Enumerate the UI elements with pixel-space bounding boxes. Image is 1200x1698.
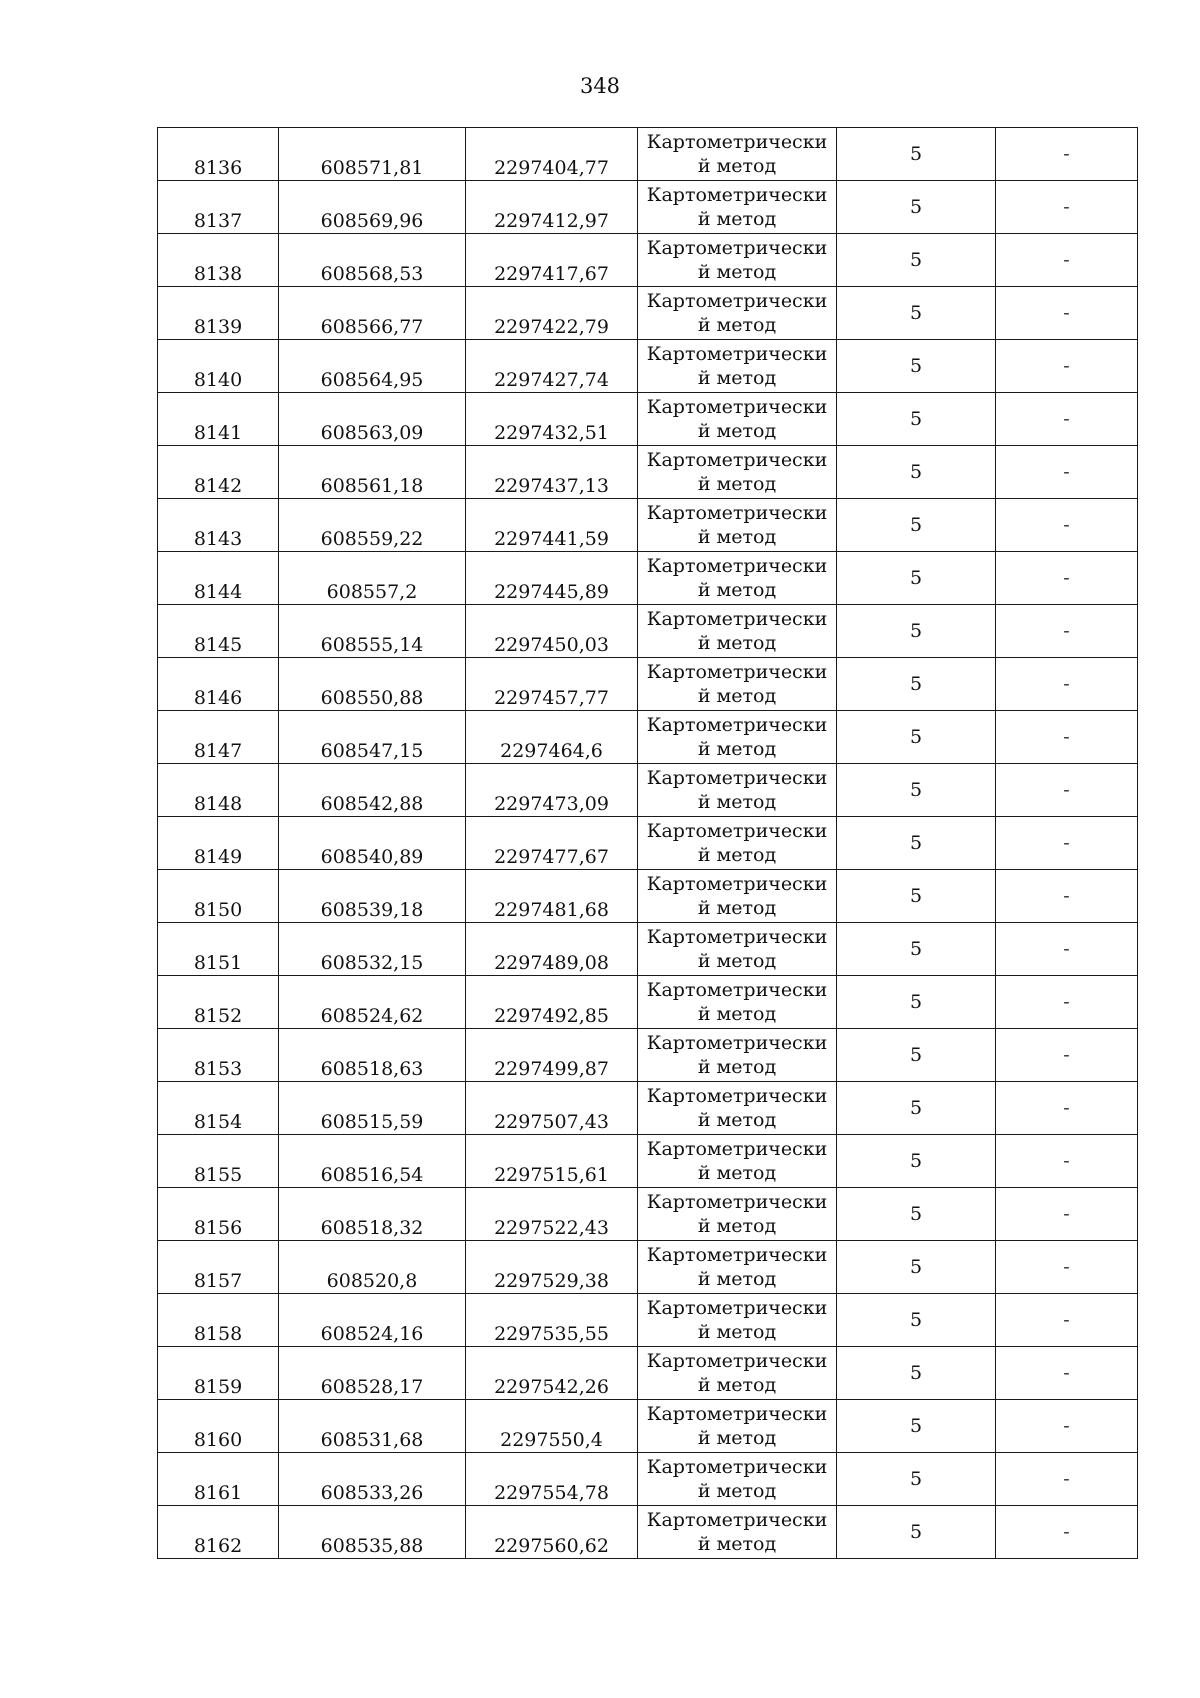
method-text-line: й метод: [697, 261, 777, 283]
y-coordinate-cell: 2297554,78: [466, 1453, 638, 1506]
point-number-cell: 8154: [158, 1082, 279, 1135]
x-coordinate-cell: 608518,32: [279, 1188, 466, 1241]
point-number-cell: 8162: [158, 1506, 279, 1559]
table-row: [158, 1294, 1138, 1347]
table-row: [158, 1082, 1138, 1135]
y-coordinate-cell: 2297450,03: [466, 605, 638, 658]
y-coordinate-cell: 2297535,55: [466, 1294, 638, 1347]
method-text-line: Картометрически: [646, 1191, 828, 1213]
note-cell: -: [996, 817, 1138, 870]
x-coordinate-cell: 608555,14: [279, 605, 466, 658]
method-cell: [638, 1294, 837, 1347]
y-coordinate-cell: 2297550,4: [466, 1400, 638, 1453]
method-cell: [638, 658, 837, 711]
y-coordinate-cell: 2297412,97: [466, 181, 638, 234]
method-cell: [638, 605, 837, 658]
page-number: 348: [579, 74, 621, 98]
note-cell: -: [996, 1453, 1138, 1506]
method-text-line: й метод: [697, 208, 777, 230]
note-cell: -: [996, 976, 1138, 1029]
point-number-cell: 8149: [158, 817, 279, 870]
note-cell: -: [996, 1029, 1138, 1082]
note-cell: -: [996, 870, 1138, 923]
method-text-line: Картометрически: [646, 926, 828, 948]
note-cell: -: [996, 393, 1138, 446]
method-cell: [638, 181, 837, 234]
note-cell: -: [996, 1400, 1138, 1453]
y-coordinate-cell: 2297437,13: [466, 446, 638, 499]
point-number-cell: 8148: [158, 764, 279, 817]
y-coordinate-cell: 2297417,67: [466, 234, 638, 287]
table-row: [158, 658, 1138, 711]
method-cell: [638, 1400, 837, 1453]
point-number-cell: 8137: [158, 181, 279, 234]
x-coordinate-cell: 608568,53: [279, 234, 466, 287]
note-cell: -: [996, 1188, 1138, 1241]
coordinates-table: [157, 127, 1138, 1559]
point-number-cell: 8150: [158, 870, 279, 923]
point-number-cell: 8141: [158, 393, 279, 446]
accuracy-cell: 5: [837, 976, 996, 1029]
accuracy-cell: 5: [837, 1135, 996, 1188]
table-body: [158, 128, 1138, 1559]
y-coordinate-cell: 2297529,38: [466, 1241, 638, 1294]
method-cell: [638, 1347, 837, 1400]
method-text-line: Картометрически: [646, 290, 828, 312]
method-text-line: й метод: [697, 897, 777, 919]
point-number-cell: 8159: [158, 1347, 279, 1400]
method-cell: [638, 287, 837, 340]
method-cell: [638, 499, 837, 552]
method-cell: [638, 764, 837, 817]
accuracy-cell: 5: [837, 711, 996, 764]
method-text-line: Картометрически: [646, 449, 828, 471]
table-row: [158, 1029, 1138, 1082]
x-coordinate-cell: 608550,88: [279, 658, 466, 711]
x-coordinate-cell: 608528,17: [279, 1347, 466, 1400]
y-coordinate-cell: 2297404,77: [466, 128, 638, 181]
x-coordinate-cell: 608515,59: [279, 1082, 466, 1135]
point-number-cell: 8151: [158, 923, 279, 976]
method-text-line: й метод: [697, 1427, 777, 1449]
method-text-line: й метод: [697, 632, 777, 654]
accuracy-cell: 5: [837, 1082, 996, 1135]
accuracy-cell: 5: [837, 446, 996, 499]
note-cell: -: [996, 764, 1138, 817]
point-number-cell: 8147: [158, 711, 279, 764]
method-text-line: й метод: [697, 1215, 777, 1237]
table-row: [158, 817, 1138, 870]
y-coordinate-cell: 2297542,26: [466, 1347, 638, 1400]
method-cell: [638, 340, 837, 393]
method-text-line: й метод: [697, 420, 777, 442]
table-row: [158, 923, 1138, 976]
note-cell: -: [996, 181, 1138, 234]
point-number-cell: 8136: [158, 128, 279, 181]
table-row: [158, 711, 1138, 764]
method-text-line: Картометрически: [646, 502, 828, 524]
accuracy-cell: 5: [837, 234, 996, 287]
method-text-line: й метод: [697, 473, 777, 495]
x-coordinate-cell: 608524,16: [279, 1294, 466, 1347]
method-text-line: й метод: [697, 1480, 777, 1502]
point-number-cell: 8156: [158, 1188, 279, 1241]
note-cell: -: [996, 340, 1138, 393]
accuracy-cell: 5: [837, 1029, 996, 1082]
note-cell: -: [996, 1347, 1138, 1400]
method-text-line: Картометрически: [646, 820, 828, 842]
note-cell: -: [996, 923, 1138, 976]
point-number-cell: 8160: [158, 1400, 279, 1453]
y-coordinate-cell: 2297489,08: [466, 923, 638, 976]
point-number-cell: 8155: [158, 1135, 279, 1188]
method-text-line: Картометрически: [646, 1509, 828, 1531]
y-coordinate-cell: 2297441,59: [466, 499, 638, 552]
x-coordinate-cell: 608547,15: [279, 711, 466, 764]
method-cell: [638, 1188, 837, 1241]
method-text-line: Картометрически: [646, 979, 828, 1001]
note-cell: -: [996, 1135, 1138, 1188]
point-number-cell: 8152: [158, 976, 279, 1029]
method-cell: [638, 1082, 837, 1135]
method-cell: [638, 711, 837, 764]
method-text-line: Картометрически: [646, 1032, 828, 1054]
method-text-line: й метод: [697, 155, 777, 177]
method-text-line: Картометрически: [646, 396, 828, 418]
method-cell: [638, 870, 837, 923]
method-cell: [638, 976, 837, 1029]
method-text-line: й метод: [697, 685, 777, 707]
table-row: [158, 976, 1138, 1029]
x-coordinate-cell: 608531,68: [279, 1400, 466, 1453]
note-cell: -: [996, 1294, 1138, 1347]
accuracy-cell: 5: [837, 923, 996, 976]
note-cell: -: [996, 605, 1138, 658]
table-row: [158, 499, 1138, 552]
x-coordinate-cell: 608516,54: [279, 1135, 466, 1188]
table-row: [158, 1506, 1138, 1559]
method-cell: [638, 817, 837, 870]
x-coordinate-cell: 608540,89: [279, 817, 466, 870]
point-number-cell: 8157: [158, 1241, 279, 1294]
x-coordinate-cell: 608542,88: [279, 764, 466, 817]
accuracy-cell: 5: [837, 340, 996, 393]
method-text-line: Картометрически: [646, 1403, 828, 1425]
method-text-line: Картометрически: [646, 873, 828, 895]
method-cell: [638, 1506, 837, 1559]
method-text-line: й метод: [697, 844, 777, 866]
note-cell: -: [996, 1506, 1138, 1559]
point-number-cell: 8144: [158, 552, 279, 605]
table-row: [158, 287, 1138, 340]
note-cell: -: [996, 711, 1138, 764]
x-coordinate-cell: 608533,26: [279, 1453, 466, 1506]
accuracy-cell: 5: [837, 181, 996, 234]
point-number-cell: 8161: [158, 1453, 279, 1506]
method-text-line: й метод: [697, 526, 777, 548]
note-cell: -: [996, 552, 1138, 605]
x-coordinate-cell: 608520,8: [279, 1241, 466, 1294]
method-text-line: й метод: [697, 367, 777, 389]
table-row: [158, 1241, 1138, 1294]
x-coordinate-cell: 608566,77: [279, 287, 466, 340]
y-coordinate-cell: 2297492,85: [466, 976, 638, 1029]
table-row: [158, 605, 1138, 658]
accuracy-cell: 5: [837, 764, 996, 817]
point-number-cell: 8145: [158, 605, 279, 658]
method-text-line: Картометрически: [646, 343, 828, 365]
table-row: [158, 764, 1138, 817]
table-row: [158, 340, 1138, 393]
method-cell: [638, 923, 837, 976]
y-coordinate-cell: 2297432,51: [466, 393, 638, 446]
accuracy-cell: 5: [837, 658, 996, 711]
y-coordinate-cell: 2297427,74: [466, 340, 638, 393]
note-cell: -: [996, 499, 1138, 552]
method-text-line: й метод: [697, 1109, 777, 1131]
accuracy-cell: 5: [837, 287, 996, 340]
point-number-cell: 8138: [158, 234, 279, 287]
table-row: [158, 1347, 1138, 1400]
y-coordinate-cell: 2297445,89: [466, 552, 638, 605]
table-row: [158, 552, 1138, 605]
method-text-line: Картометрически: [646, 1244, 828, 1266]
x-coordinate-cell: 608569,96: [279, 181, 466, 234]
y-coordinate-cell: 2297481,68: [466, 870, 638, 923]
y-coordinate-cell: 2297477,67: [466, 817, 638, 870]
y-coordinate-cell: 2297457,77: [466, 658, 638, 711]
method-text-line: й метод: [697, 1374, 777, 1396]
method-cell: [638, 1453, 837, 1506]
accuracy-cell: 5: [837, 552, 996, 605]
method-text-line: Картометрически: [646, 714, 828, 736]
table-row: [158, 1400, 1138, 1453]
accuracy-cell: 5: [837, 128, 996, 181]
method-text-line: й метод: [697, 950, 777, 972]
table-row: [158, 1453, 1138, 1506]
accuracy-cell: 5: [837, 605, 996, 658]
note-cell: -: [996, 658, 1138, 711]
x-coordinate-cell: 608539,18: [279, 870, 466, 923]
note-cell: -: [996, 446, 1138, 499]
method-cell: [638, 446, 837, 499]
y-coordinate-cell: 2297522,43: [466, 1188, 638, 1241]
x-coordinate-cell: 608564,95: [279, 340, 466, 393]
method-text-line: Картометрически: [646, 184, 828, 206]
x-coordinate-cell: 608524,62: [279, 976, 466, 1029]
point-number-cell: 8140: [158, 340, 279, 393]
x-coordinate-cell: 608518,63: [279, 1029, 466, 1082]
method-text-line: Картометрически: [646, 1350, 828, 1372]
x-coordinate-cell: 608561,18: [279, 446, 466, 499]
y-coordinate-cell: 2297464,6: [466, 711, 638, 764]
point-number-cell: 8139: [158, 287, 279, 340]
method-text-line: Картометрически: [646, 555, 828, 577]
method-text-line: Картометрически: [646, 1297, 828, 1319]
note-cell: -: [996, 1241, 1138, 1294]
method-text-line: Картометрически: [646, 1456, 828, 1478]
accuracy-cell: 5: [837, 870, 996, 923]
note-cell: -: [996, 1082, 1138, 1135]
method-text-line: й метод: [697, 1268, 777, 1290]
method-cell: [638, 1241, 837, 1294]
y-coordinate-cell: 2297507,43: [466, 1082, 638, 1135]
method-text-line: Картометрически: [646, 131, 828, 153]
method-cell: [638, 1135, 837, 1188]
method-cell: [638, 393, 837, 446]
method-text-line: Картометрически: [646, 237, 828, 259]
method-text-line: Картометрически: [646, 661, 828, 683]
accuracy-cell: 5: [837, 499, 996, 552]
accuracy-cell: 5: [837, 1400, 996, 1453]
accuracy-cell: 5: [837, 393, 996, 446]
method-text-line: Картометрически: [646, 1085, 828, 1107]
y-coordinate-cell: 2297515,61: [466, 1135, 638, 1188]
table-row: [158, 1188, 1138, 1241]
method-text-line: й метод: [697, 791, 777, 813]
table-row: [158, 181, 1138, 234]
method-text-line: й метод: [697, 579, 777, 601]
method-text-line: й метод: [697, 1533, 777, 1555]
x-coordinate-cell: 608563,09: [279, 393, 466, 446]
accuracy-cell: 5: [837, 1453, 996, 1506]
accuracy-cell: 5: [837, 1241, 996, 1294]
method-text-line: й метод: [697, 1321, 777, 1343]
y-coordinate-cell: 2297560,62: [466, 1506, 638, 1559]
x-coordinate-cell: 608571,81: [279, 128, 466, 181]
table-row: [158, 128, 1138, 181]
y-coordinate-cell: 2297499,87: [466, 1029, 638, 1082]
note-cell: -: [996, 234, 1138, 287]
method-text-line: Картометрически: [646, 608, 828, 630]
accuracy-cell: 5: [837, 1506, 996, 1559]
y-coordinate-cell: 2297422,79: [466, 287, 638, 340]
method-text-line: й метод: [697, 1003, 777, 1025]
method-text-line: й метод: [697, 1056, 777, 1078]
point-number-cell: 8143: [158, 499, 279, 552]
table-row: [158, 870, 1138, 923]
accuracy-cell: 5: [837, 1294, 996, 1347]
method-text-line: й метод: [697, 1162, 777, 1184]
method-text-line: й метод: [697, 738, 777, 760]
note-cell: -: [996, 287, 1138, 340]
table-row: [158, 393, 1138, 446]
method-cell: [638, 128, 837, 181]
method-cell: [638, 1029, 837, 1082]
method-text-line: й метод: [697, 314, 777, 336]
point-number-cell: 8146: [158, 658, 279, 711]
table-row: [158, 446, 1138, 499]
point-number-cell: 8153: [158, 1029, 279, 1082]
table-row: [158, 1135, 1138, 1188]
y-coordinate-cell: 2297473,09: [466, 764, 638, 817]
x-coordinate-cell: 608535,88: [279, 1506, 466, 1559]
point-number-cell: 8158: [158, 1294, 279, 1347]
method-text-line: Картометрически: [646, 767, 828, 789]
method-cell: [638, 552, 837, 605]
accuracy-cell: 5: [837, 1188, 996, 1241]
table-row: [158, 234, 1138, 287]
method-text-line: Картометрически: [646, 1138, 828, 1160]
x-coordinate-cell: 608559,22: [279, 499, 466, 552]
method-cell: [638, 234, 837, 287]
accuracy-cell: 5: [837, 817, 996, 870]
accuracy-cell: 5: [837, 1347, 996, 1400]
note-cell: -: [996, 128, 1138, 181]
x-coordinate-cell: 608557,2: [279, 552, 466, 605]
x-coordinate-cell: 608532,15: [279, 923, 466, 976]
point-number-cell: 8142: [158, 446, 279, 499]
